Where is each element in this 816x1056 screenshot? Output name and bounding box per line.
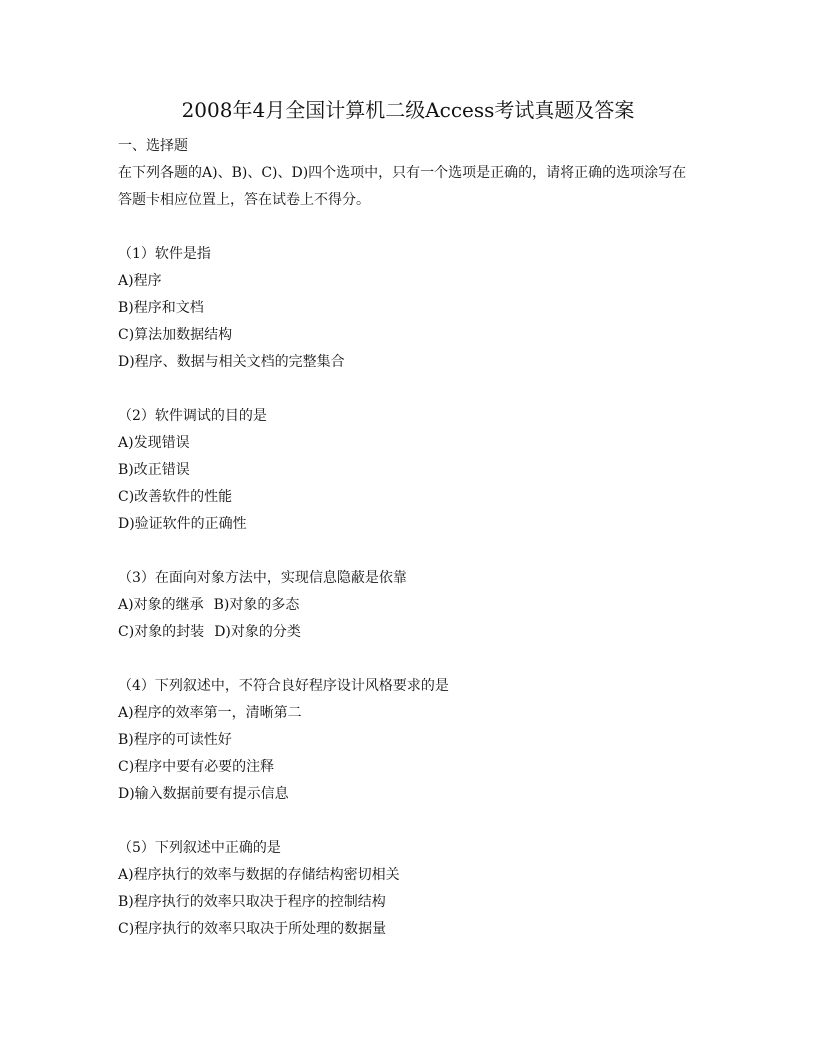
question-3-options-row-1 bbox=[118, 592, 718, 619]
spacer bbox=[118, 538, 718, 565]
question-3-option-a: A)对象的继承 bbox=[118, 597, 204, 613]
question-2-option-c: C)改善软件的性能 bbox=[118, 489, 233, 505]
spacer bbox=[118, 376, 718, 403]
question-2-option-a: A)发现错误 bbox=[118, 435, 190, 451]
question-3-options-row-2 bbox=[118, 619, 718, 646]
question-4-option-b: B)程序的可读性好 bbox=[118, 732, 232, 748]
question-3-option-c: C)对象的封装 bbox=[118, 624, 205, 640]
question-4-option-c: C)程序中要有必要的注释 bbox=[118, 759, 275, 775]
question-5-option-c: C)程序执行的效率只取决于所处理的数据量 bbox=[118, 921, 387, 937]
question-1-option-d: D)程序、数据与相关文档的完整集合 bbox=[118, 354, 345, 370]
document-body bbox=[118, 133, 718, 943]
spacer bbox=[118, 808, 718, 835]
spacer bbox=[118, 214, 718, 241]
question-5-stem: （5）下列叙述中正确的是 bbox=[118, 840, 281, 856]
question-4-stem: （4）下列叙述中，不符合良好程序设计风格要求的是 bbox=[118, 678, 449, 694]
question-1-option-a: A)程序 bbox=[118, 273, 162, 289]
question-3-option-b: B)对象的多态 bbox=[213, 597, 300, 613]
question-4-option-d: D)输入数据前要有提示信息 bbox=[118, 786, 289, 802]
question-3-option-d: D)对象的分类 bbox=[214, 624, 301, 640]
instructions-text: 在下列各题的A)、B)、C)、D)四个选项中，只有一个选项是正确的，请将正确的选项涂写在答题卡相应位置上，答在试卷上不得分。 bbox=[118, 165, 687, 208]
question-2-option-b: B)改正错误 bbox=[118, 462, 190, 478]
question-1-option-b: B)程序和文档 bbox=[118, 300, 204, 316]
question-1-stem: （1）软件是指 bbox=[118, 246, 211, 262]
spacer bbox=[118, 646, 718, 673]
question-2-stem: （2）软件调试的目的是 bbox=[118, 408, 267, 424]
question-3-stem: （3）在面向对象方法中，实现信息隐蔽是依靠 bbox=[118, 570, 407, 586]
question-5-option-a: A)程序执行的效率与数据的存储结构密切相关 bbox=[118, 867, 400, 883]
question-4-option-a: A)程序的效率第一，清晰第二 bbox=[118, 705, 302, 721]
question-1-option-c: C)算法加数据结构 bbox=[118, 327, 233, 343]
document-title: 2008年4月全国计算机二级Access考试真题及答案 bbox=[181, 98, 635, 122]
question-2-option-d: D)验证软件的正确性 bbox=[118, 516, 247, 532]
question-5-option-b: B)程序执行的效率只取决于程序的控制结构 bbox=[118, 894, 386, 910]
section-heading: 一、选择题 bbox=[118, 138, 188, 154]
